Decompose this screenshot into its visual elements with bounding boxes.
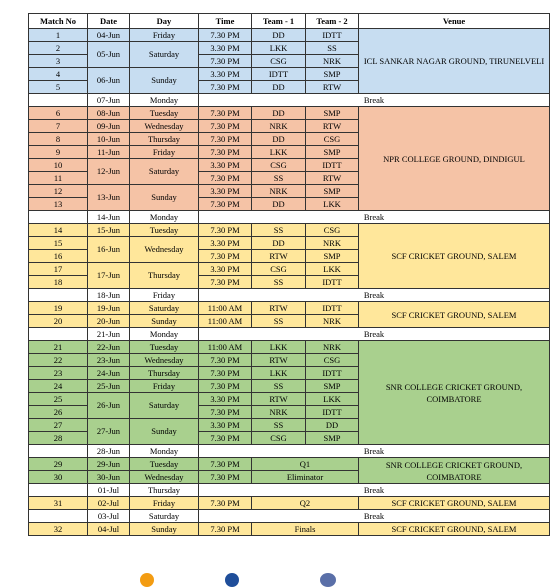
time-cell: 7.30 PM (199, 133, 252, 146)
venue-cell: SCF CRICKET GROUND, SALEM (359, 523, 550, 536)
team-2-cell: SMP (306, 107, 359, 120)
day-cell: Thursday (130, 263, 199, 289)
stage-cell: Eliminator (252, 471, 359, 484)
time-cell: 7.30 PM (199, 497, 252, 510)
time-cell: 7.30 PM (199, 380, 252, 393)
match-no-cell: 11 (29, 172, 88, 185)
match-row (29, 523, 550, 536)
match-no-cell: 26 (29, 406, 88, 419)
team-1-cell: DD (252, 133, 306, 146)
team-1-cell: LKK (252, 42, 306, 55)
date-cell: 25-Jun (88, 380, 130, 393)
team-2-cell: CSG (306, 224, 359, 237)
team-2-cell: SMP (306, 185, 359, 198)
day-cell: Thursday (130, 367, 199, 380)
time-cell: 7.30 PM (199, 198, 252, 211)
day-cell: Saturday (130, 393, 199, 419)
date-cell: 06-Jun (88, 68, 130, 94)
match-no-cell: 1 (29, 29, 88, 42)
team-1-cell: CSG (252, 159, 306, 172)
match-no-cell: 9 (29, 146, 88, 159)
match-no-cell (29, 328, 88, 341)
date-cell: 23-Jun (88, 354, 130, 367)
break-label: Break (199, 211, 550, 224)
date-cell: 16-Jun (88, 237, 130, 263)
team-2-cell: SMP (306, 146, 359, 159)
team-1-cell: LKK (252, 146, 306, 159)
match-no-cell (29, 94, 88, 107)
time-cell: 7.30 PM (199, 406, 252, 419)
team-1-cell: DD (252, 237, 306, 250)
time-cell: 7.30 PM (199, 432, 252, 445)
team-1-cell: NRK (252, 120, 306, 133)
match-no-cell: 19 (29, 302, 88, 315)
day-cell: Friday (130, 29, 199, 42)
team-2-cell: IDTT (306, 276, 359, 289)
team-2-cell: LKK (306, 198, 359, 211)
team-1-cell: SS (252, 380, 306, 393)
match-no-cell: 24 (29, 380, 88, 393)
day-cell: Sunday (130, 68, 199, 94)
team-1-cell: RTW (252, 393, 306, 406)
team-2-cell: SMP (306, 380, 359, 393)
break-label: Break (199, 510, 550, 523)
team-1-cell: CSG (252, 432, 306, 445)
day-cell: Friday (130, 146, 199, 159)
match-no-cell: 27 (29, 419, 88, 432)
match-no-cell: 29 (29, 458, 88, 471)
day-cell: Tuesday (130, 224, 199, 237)
match-no-cell: 2 (29, 42, 88, 55)
team-1-cell: IDTT (252, 68, 306, 81)
match-no-cell: 30 (29, 471, 88, 484)
time-cell: 3.30 PM (199, 42, 252, 55)
match-no-cell: 20 (29, 315, 88, 328)
day-cell: Monday (130, 328, 199, 341)
time-cell: 3.30 PM (199, 68, 252, 81)
time-cell: 7.30 PM (199, 471, 252, 484)
match-no-cell: 10 (29, 159, 88, 172)
venue-cell: SCF CRICKET GROUND, SALEM (359, 224, 550, 289)
team-1-cell: RTW (252, 250, 306, 263)
match-no-cell: 7 (29, 120, 88, 133)
venue-cell: ICL SANKAR NAGAR GROUND, TIRUNELVELI (359, 29, 550, 94)
header-match-no: Match No (29, 14, 88, 29)
header-time: Time (199, 14, 252, 29)
team-2-cell: NRK (306, 341, 359, 354)
day-cell: Wednesday (130, 237, 199, 263)
team-2-cell: DD (306, 419, 359, 432)
date-cell: 21-Jun (88, 328, 130, 341)
team-2-cell: SMP (306, 432, 359, 445)
day-cell: Sunday (130, 523, 199, 536)
team-1-cell: CSG (252, 263, 306, 276)
day-cell: Monday (130, 94, 199, 107)
sponsor-logos (130, 573, 450, 583)
date-cell: 29-Jun (88, 458, 130, 471)
team-2-cell: IDTT (306, 159, 359, 172)
time-cell: 11:00 AM (199, 341, 252, 354)
team-1-cell: CSG (252, 55, 306, 68)
venue-cell: SNR COLLEGE CRICKET GROUND, COIMBATORE (359, 341, 550, 445)
time-cell: 7.30 PM (199, 458, 252, 471)
header-venue: Venue (359, 14, 550, 29)
match-no-cell (29, 445, 88, 458)
match-no-cell: 17 (29, 263, 88, 276)
match-row (29, 224, 550, 237)
time-cell: 7.30 PM (199, 55, 252, 68)
time-cell: 3.30 PM (199, 419, 252, 432)
date-cell: 08-Jun (88, 107, 130, 120)
team-2-cell: IDTT (306, 406, 359, 419)
break-row (29, 328, 550, 341)
date-cell: 30-Jun (88, 471, 130, 484)
day-cell: Friday (130, 380, 199, 393)
team-2-cell: NRK (306, 237, 359, 250)
venue-cell: NPR COLLEGE GROUND, DINDIGUL (359, 107, 550, 211)
team-2-cell: RTW (306, 172, 359, 185)
date-cell: 24-Jun (88, 367, 130, 380)
schedule-body (29, 29, 550, 536)
date-cell: 09-Jun (88, 120, 130, 133)
schedule-table (28, 13, 550, 536)
team-1-cell: SS (252, 276, 306, 289)
team-2-cell: IDTT (306, 29, 359, 42)
team-1-cell: DD (252, 29, 306, 42)
match-no-cell: 12 (29, 185, 88, 198)
header-day: Day (130, 14, 199, 29)
match-row (29, 29, 550, 42)
time-cell: 7.30 PM (199, 29, 252, 42)
header-row (29, 14, 550, 29)
date-cell: 02-Jul (88, 497, 130, 510)
day-cell: Saturday (130, 510, 199, 523)
date-cell: 28-Jun (88, 445, 130, 458)
day-cell: Wednesday (130, 471, 199, 484)
date-cell: 26-Jun (88, 393, 130, 419)
venue-cell: SCF CRICKET GROUND, SALEM (359, 302, 550, 328)
team-2-cell: NRK (306, 55, 359, 68)
stage-cell: Finals (252, 523, 359, 536)
team-1-cell: NRK (252, 406, 306, 419)
match-no-cell: 14 (29, 224, 88, 237)
time-cell: 7.30 PM (199, 107, 252, 120)
team-2-cell: RTW (306, 81, 359, 94)
match-row (29, 107, 550, 120)
team-1-cell: LKK (252, 341, 306, 354)
venue-cell: SCF CRICKET GROUND, SALEM (359, 497, 550, 510)
team-2-cell: SMP (306, 68, 359, 81)
day-cell: Sunday (130, 185, 199, 211)
match-no-cell: 13 (29, 198, 88, 211)
team-1-cell: SS (252, 315, 306, 328)
match-no-cell: 4 (29, 68, 88, 81)
time-cell: 7.30 PM (199, 367, 252, 380)
sponsor-logo (225, 573, 239, 587)
time-cell: 3.30 PM (199, 393, 252, 406)
team-2-cell: NRK (306, 315, 359, 328)
break-label: Break (199, 289, 550, 302)
match-no-cell: 5 (29, 81, 88, 94)
time-cell: 7.30 PM (199, 276, 252, 289)
date-cell: 22-Jun (88, 341, 130, 354)
date-cell: 05-Jun (88, 42, 130, 68)
date-cell: 12-Jun (88, 159, 130, 185)
match-row (29, 497, 550, 510)
team-1-cell: RTW (252, 302, 306, 315)
team-2-cell: CSG (306, 354, 359, 367)
break-row (29, 484, 550, 497)
day-cell: Tuesday (130, 107, 199, 120)
time-cell: 7.30 PM (199, 146, 252, 159)
match-no-cell: 15 (29, 237, 88, 250)
time-cell: 3.30 PM (199, 237, 252, 250)
team-2-cell: SMP (306, 250, 359, 263)
team-1-cell: RTW (252, 354, 306, 367)
time-cell: 11:00 AM (199, 302, 252, 315)
team-1-cell: LKK (252, 367, 306, 380)
day-cell: Wednesday (130, 120, 199, 133)
match-no-cell: 18 (29, 276, 88, 289)
time-cell: 3.30 PM (199, 185, 252, 198)
date-cell: 07-Jun (88, 94, 130, 107)
team-1-cell: DD (252, 81, 306, 94)
time-cell: 7.30 PM (199, 224, 252, 237)
match-no-cell: 28 (29, 432, 88, 445)
time-cell: 3.30 PM (199, 159, 252, 172)
time-cell: 7.30 PM (199, 523, 252, 536)
break-label: Break (199, 94, 550, 107)
day-cell: Monday (130, 211, 199, 224)
match-no-cell: 32 (29, 523, 88, 536)
date-cell: 17-Jun (88, 263, 130, 289)
time-cell: 11:00 AM (199, 315, 252, 328)
day-cell: Saturday (130, 42, 199, 68)
match-no-cell (29, 289, 88, 302)
team-2-cell: CSG (306, 133, 359, 146)
match-no-cell: 23 (29, 367, 88, 380)
date-cell: 15-Jun (88, 224, 130, 237)
match-no-cell: 3 (29, 55, 88, 68)
match-no-cell: 8 (29, 133, 88, 146)
sponsor-logo (320, 573, 336, 587)
date-cell: 14-Jun (88, 211, 130, 224)
break-row (29, 510, 550, 523)
team-2-cell: IDTT (306, 367, 359, 380)
day-cell: Friday (130, 497, 199, 510)
day-cell: Thursday (130, 484, 199, 497)
date-cell: 20-Jun (88, 315, 130, 328)
match-row (29, 302, 550, 315)
team-1-cell: SS (252, 419, 306, 432)
date-cell: 27-Jun (88, 419, 130, 445)
date-cell: 03-Jul (88, 510, 130, 523)
stage-cell: Q1 (252, 458, 359, 471)
match-no-cell: 16 (29, 250, 88, 263)
date-cell: 11-Jun (88, 146, 130, 159)
break-row (29, 94, 550, 107)
team-2-cell: RTW (306, 120, 359, 133)
match-no-cell: 25 (29, 393, 88, 406)
sponsor-logo (140, 573, 154, 587)
venue-cell: SNR COLLEGE CRICKET GROUND, COIMBATORE (359, 458, 550, 484)
team-2-cell: LKK (306, 263, 359, 276)
team-1-cell: DD (252, 198, 306, 211)
time-cell: 3.30 PM (199, 263, 252, 276)
day-cell: Monday (130, 445, 199, 458)
team-1-cell: NRK (252, 185, 306, 198)
date-cell: 01-Jul (88, 484, 130, 497)
match-no-cell (29, 211, 88, 224)
match-no-cell: 22 (29, 354, 88, 367)
date-cell: 13-Jun (88, 185, 130, 211)
stage-cell: Q2 (252, 497, 359, 510)
date-cell: 10-Jun (88, 133, 130, 146)
day-cell: Thursday (130, 133, 199, 146)
date-cell: 04-Jul (88, 523, 130, 536)
match-no-cell: 21 (29, 341, 88, 354)
date-cell: 04-Jun (88, 29, 130, 42)
time-cell: 7.30 PM (199, 172, 252, 185)
team-2-cell: LKK (306, 393, 359, 406)
team-1-cell: SS (252, 224, 306, 237)
break-row (29, 289, 550, 302)
day-cell: Tuesday (130, 458, 199, 471)
team-2-cell: IDTT (306, 302, 359, 315)
team-1-cell: SS (252, 172, 306, 185)
match-row (29, 341, 550, 354)
time-cell: 7.30 PM (199, 81, 252, 94)
day-cell: Wednesday (130, 354, 199, 367)
match-no-cell (29, 510, 88, 523)
break-label: Break (199, 445, 550, 458)
day-cell: Friday (130, 289, 199, 302)
day-cell: Saturday (130, 159, 199, 185)
break-row (29, 211, 550, 224)
date-cell: 19-Jun (88, 302, 130, 315)
match-no-cell (29, 484, 88, 497)
match-no-cell: 31 (29, 497, 88, 510)
match-row (29, 458, 550, 471)
break-label: Break (199, 484, 550, 497)
day-cell: Sunday (130, 419, 199, 445)
day-cell: Saturday (130, 302, 199, 315)
time-cell: 7.30 PM (199, 250, 252, 263)
team-2-cell: SS (306, 42, 359, 55)
header-team-2: Team - 2 (306, 14, 359, 29)
header-date: Date (88, 14, 130, 29)
break-row (29, 445, 550, 458)
time-cell: 7.30 PM (199, 354, 252, 367)
day-cell: Sunday (130, 315, 199, 328)
match-no-cell: 6 (29, 107, 88, 120)
time-cell: 7.30 PM (199, 120, 252, 133)
header-team-1: Team - 1 (252, 14, 306, 29)
break-label: Break (199, 328, 550, 341)
day-cell: Tuesday (130, 341, 199, 354)
team-1-cell: DD (252, 107, 306, 120)
date-cell: 18-Jun (88, 289, 130, 302)
